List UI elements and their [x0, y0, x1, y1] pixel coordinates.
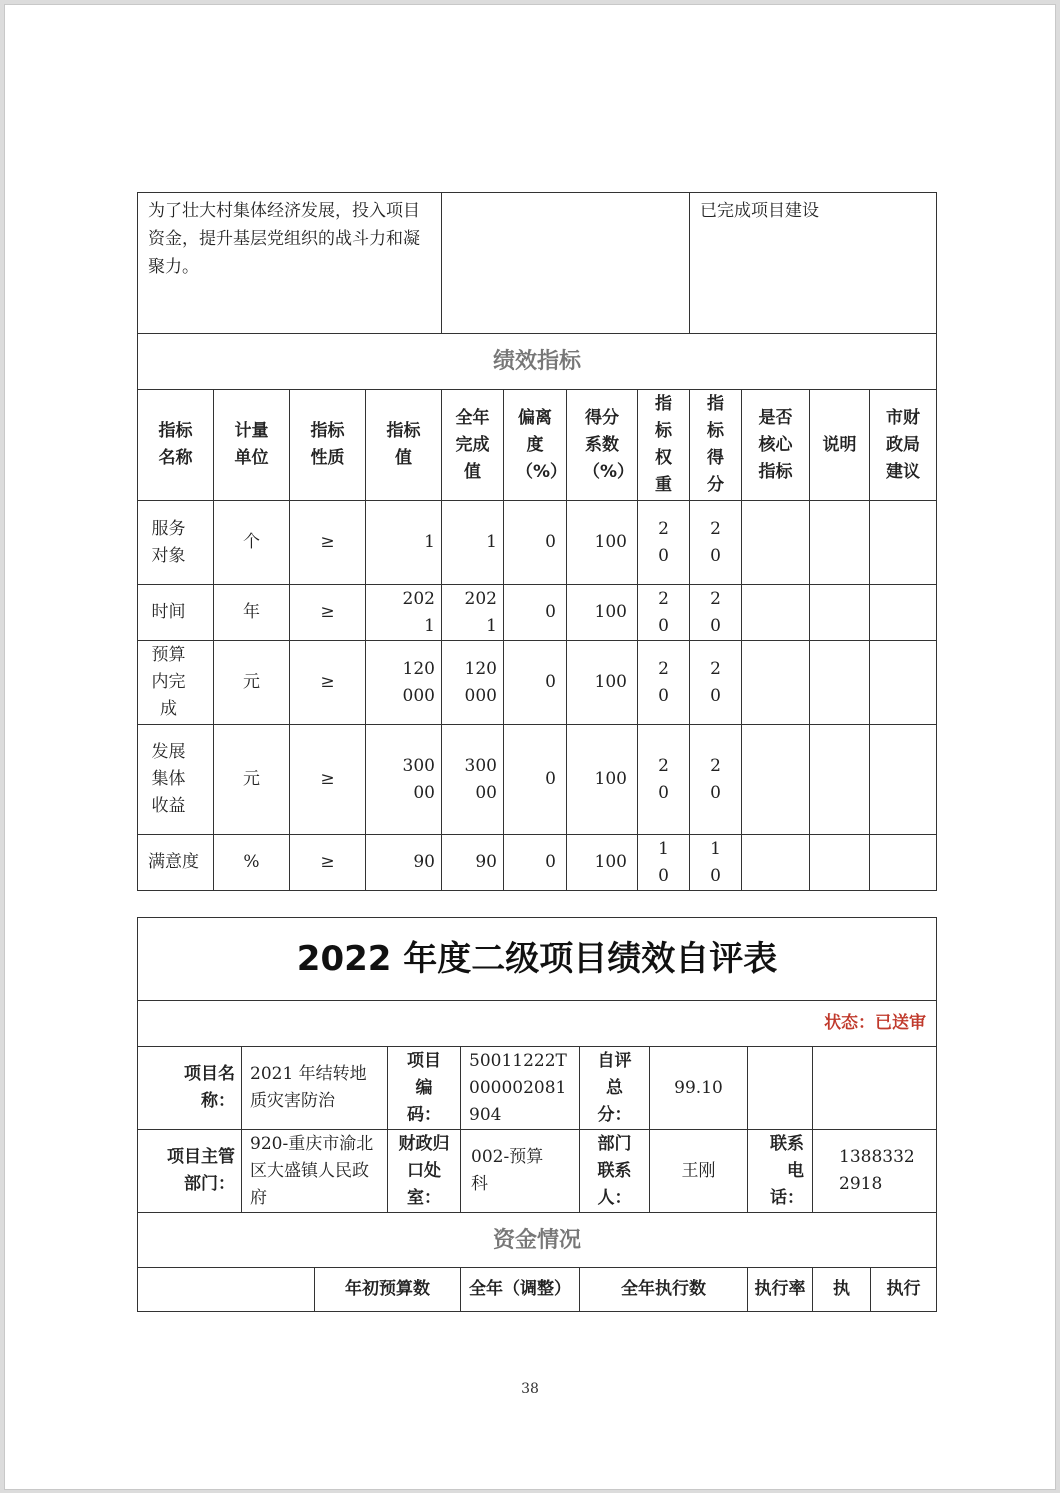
finance-office-value: 002-预算科: [461, 1130, 580, 1213]
cell-target: 90: [366, 835, 442, 891]
cell-target: 2021: [366, 585, 442, 641]
cell-unit: 年: [214, 585, 290, 641]
cell-advice: [870, 501, 937, 585]
header-cell: 指标值: [366, 390, 442, 501]
cell-actual: 120000: [442, 641, 504, 725]
funds-header-cell: 执: [813, 1268, 871, 1312]
header-cell: 说明: [810, 390, 870, 501]
cell-weight: 20: [638, 501, 690, 585]
cell-name: 满意度: [138, 835, 214, 891]
cell-actual: 2021: [442, 585, 504, 641]
header-cell: 偏离度（%）: [504, 390, 567, 501]
cell-nature: ≥: [290, 641, 366, 725]
cell-core: [742, 585, 810, 641]
header-cell: 指标性质: [290, 390, 366, 501]
cell-actual: 30000: [442, 725, 504, 835]
cell-deviation: 0: [504, 725, 567, 835]
goal-text: 为了壮大村集体经济发展，投入项目资金，提升基层党组织的战斗力和凝聚力。: [138, 193, 442, 334]
page-number: 38: [521, 1381, 539, 1397]
cell-target: 120000: [366, 641, 442, 725]
funds-title: 资金情况: [138, 1213, 937, 1268]
cell-nature: ≥: [290, 725, 366, 835]
cell-nature: ≥: [290, 835, 366, 891]
contact-label: 部门联系人：: [580, 1130, 650, 1213]
cell-core: [742, 725, 810, 835]
cell-name: 发展集体收益: [138, 725, 214, 835]
cell-advice: [870, 641, 937, 725]
form-title: 2022 年度二级项目绩效自评表: [138, 918, 937, 1001]
result-text: 已完成项目建设: [690, 193, 937, 334]
cell-name: 预算内完成: [138, 641, 214, 725]
cell-coef: 100: [567, 501, 638, 585]
empty-cell: [813, 1047, 937, 1130]
cell-nature: ≥: [290, 501, 366, 585]
cell-coef: 100: [567, 641, 638, 725]
score-label: 自评总分：: [580, 1047, 650, 1130]
performance-table: [137, 192, 937, 891]
cell-name: 服务对象: [138, 501, 214, 585]
cell-deviation: 0: [504, 641, 567, 725]
cell-name: 时间: [138, 585, 214, 641]
header-cell: 全年完成值: [442, 390, 504, 501]
performance-body: [138, 501, 937, 891]
cell-unit: 元: [214, 641, 290, 725]
header-cell: 得分系数（%）: [567, 390, 638, 501]
cell-actual: 1: [442, 501, 504, 585]
cell-weight: 20: [638, 641, 690, 725]
cell-coef: 100: [567, 725, 638, 835]
project-code-value: 50011222T000002081904: [461, 1047, 580, 1130]
funds-header-cell: 全年执行数: [580, 1268, 748, 1312]
cell-coef: 100: [567, 835, 638, 891]
dept-label: 项目主管部门：: [138, 1130, 242, 1213]
cell-advice: [870, 725, 937, 835]
funds-header-cell: 执行率: [748, 1268, 813, 1312]
dept-value: 920-重庆市渝北区大盛镇人民政府: [242, 1130, 388, 1213]
header-cell: 指标权重: [638, 390, 690, 501]
cell-note: [810, 641, 870, 725]
cell-weight: 20: [638, 585, 690, 641]
header-cell: 是否核心指标: [742, 390, 810, 501]
performance-title: 绩效指标: [138, 334, 937, 390]
cell-unit: 元: [214, 725, 290, 835]
performance-header-row: [138, 390, 937, 501]
finance-office-label: 财政归口处室：: [388, 1130, 461, 1213]
cell-nature: ≥: [290, 585, 366, 641]
funds-header-cell: 年初预算数: [315, 1268, 461, 1312]
header-cell: 市财政局建议: [870, 390, 937, 501]
cell-unit: %: [214, 835, 290, 891]
project-name-value: 2021 年结转地质灾害防治: [242, 1047, 388, 1130]
table-row: [138, 501, 937, 585]
table-row: [138, 641, 937, 725]
cell-deviation: 0: [504, 835, 567, 891]
cell-deviation: 0: [504, 501, 567, 585]
cell-advice: [870, 835, 937, 891]
project-name-label: 项目名称：: [138, 1047, 242, 1130]
cell-weight: 20: [638, 725, 690, 835]
cell-advice: [870, 585, 937, 641]
document-page: [4, 4, 1056, 1490]
cell-note: [810, 835, 870, 891]
self-evaluation-form: [137, 917, 937, 1312]
score-value: 99.10: [650, 1047, 748, 1130]
cell-target: 30000: [366, 725, 442, 835]
cell-score: 20: [690, 725, 742, 835]
cell-unit: 个: [214, 501, 290, 585]
funds-header-cell: 执行: [871, 1268, 937, 1312]
status-badge: 状态：已送审: [138, 1001, 937, 1047]
cell-core: [742, 835, 810, 891]
middle-cell: [442, 193, 690, 334]
cell-score: 10: [690, 835, 742, 891]
phone-label: 联系电话：: [748, 1130, 813, 1213]
cell-weight: 10: [638, 835, 690, 891]
cell-note: [810, 501, 870, 585]
table-row: [138, 585, 937, 641]
cell-core: [742, 641, 810, 725]
cell-target: 1: [366, 501, 442, 585]
project-code-label: 项目编码：: [388, 1047, 461, 1130]
cell-deviation: 0: [504, 585, 567, 641]
cell-note: [810, 725, 870, 835]
table-row: [138, 835, 937, 891]
cell-core: [742, 501, 810, 585]
cell-score: 20: [690, 641, 742, 725]
cell-score: 20: [690, 585, 742, 641]
header-cell: 指标得分: [690, 390, 742, 501]
header-cell: 指标名称: [138, 390, 214, 501]
phone-value: 13883322918: [813, 1130, 937, 1213]
cell-coef: 100: [567, 585, 638, 641]
funds-header-cell: [138, 1268, 315, 1312]
cell-note: [810, 585, 870, 641]
header-cell: 计量单位: [214, 390, 290, 501]
contact-value: 王刚: [650, 1130, 748, 1213]
cell-score: 20: [690, 501, 742, 585]
empty-cell: [748, 1047, 813, 1130]
funds-header-cell: 全年（调整）: [461, 1268, 580, 1312]
table-row: [138, 725, 937, 835]
cell-actual: 90: [442, 835, 504, 891]
